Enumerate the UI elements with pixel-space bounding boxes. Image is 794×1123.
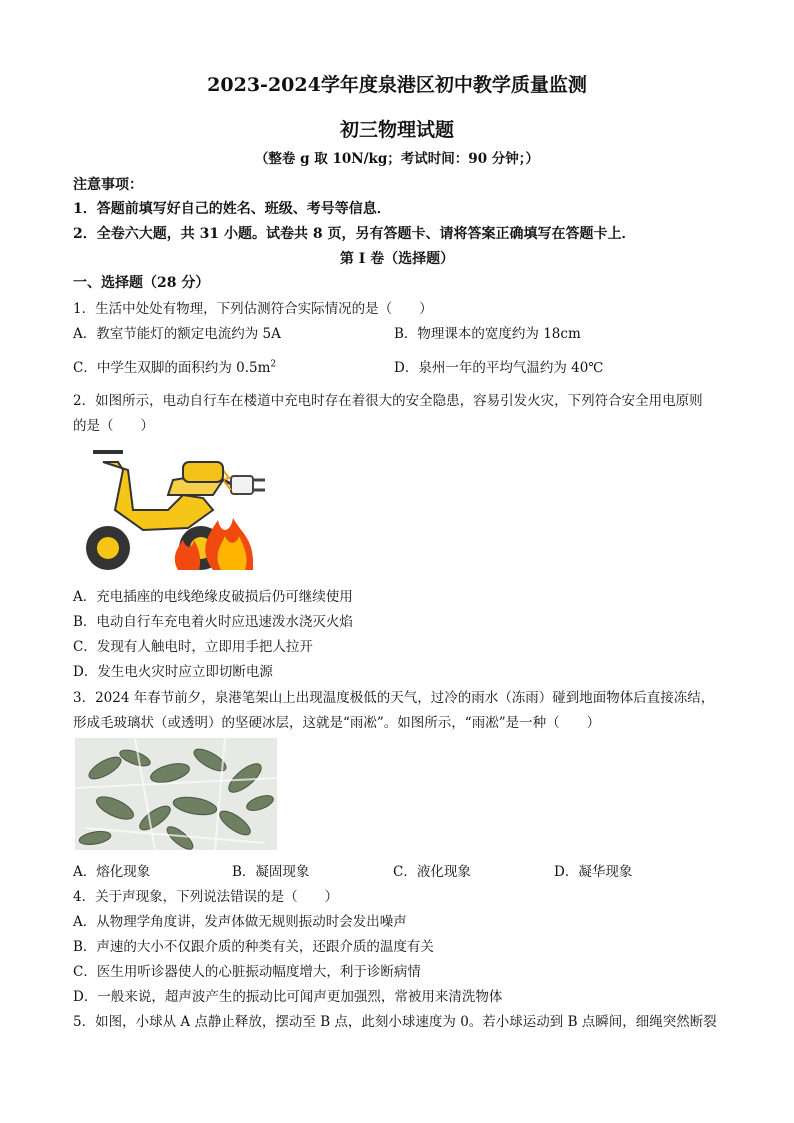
scooter-fire-figure <box>73 440 273 578</box>
q1-option-a: A．教室节能灯的额定电流约为 5A <box>73 326 281 342</box>
volume-heading: 第 I 卷（选择题） <box>339 251 455 267</box>
question-2-stem: 2．如图所示，电动自行车在楼道中充电时存在着很大的安全隐患，容易引发火灾，下列符合安全用电原则 <box>73 393 703 409</box>
note-item: 1．答题前填写好自己的姓名、班级、考号等信息． <box>73 201 391 217</box>
q2-option-c: C．发现有人触电时，立即用手把人拉开 <box>73 639 313 655</box>
q1-option-c: C．中学生双脚的面积约为 $0.5m^2$ <box>73 359 277 376</box>
frozen-leaves-illustration <box>75 738 277 850</box>
q4-option-d: D．一般来说，超声波产生的振动比可闻声更加强烈，常被用来清洗物体 <box>73 989 503 1005</box>
q4-option-a: A．从物理学角度讲，发声体做无规则振动时会发出噪声 <box>73 914 407 930</box>
q3-option-b: B．凝固现象 <box>232 864 310 880</box>
q4-option-b: B．声速的大小不仅跟介质的种类有关，还跟介质的温度有关 <box>73 939 434 955</box>
question-2-stem-cont: 的是（ ） <box>73 418 154 434</box>
exam-subtitle: 初三物理试题 <box>339 119 454 141</box>
section-heading: 一、选择题（28 分） <box>73 275 210 291</box>
q2-option-b: B．电动自行车充电着火时应迅速泼水浇灭火焰 <box>73 614 353 630</box>
q3-option-c: C．液化现象 <box>393 864 471 880</box>
q2-option-a: A．充电插座的电线绝缘皮破损后仍可继续使用 <box>73 589 353 605</box>
q4-option-c: C．医生用听诊器使人的心脏振动幅度增大，利于诊断病情 <box>73 964 421 980</box>
q3-option-a: A．熔化现象 <box>73 864 151 880</box>
question-4-stem: 4．关于声现象，下列说法错误的是（ ） <box>73 889 339 905</box>
question-3-stem: 3．2024 年春节前夕，泉港笔架山上出现温度极低的天气，过冷的雨水（冻雨）碰到地面物体后直接冻结， <box>73 690 715 706</box>
question-5-stem: 5．如图，小球从 A 点静止释放，摆动至 B 点，此刻小球速度为 0。若小球运动到 B 点瞬间，细绳突然断裂 <box>73 1014 717 1030</box>
frozen-leaves-photo <box>75 738 277 850</box>
notes-heading: 注意事项： <box>73 177 143 193</box>
q1-option-b: B．物理课本的宽度约为 18cm <box>394 326 581 342</box>
q2-option-d: D．发生电火灾时应立即切断电源 <box>73 664 273 680</box>
scooter-fire-illustration <box>73 440 273 578</box>
q3-option-d: D．凝华现象 <box>554 864 633 880</box>
question-3-stem-cont: 形成毛玻璃状（或透明）的坚硬冰层，这就是“雨凇”。如图所示，“雨凇”是一种（ ） <box>73 715 601 731</box>
question-1-stem: 1．生活中处处有物理，下列估测符合实际情况的是（ ） <box>73 301 433 317</box>
exam-title: 2023-2024学年度泉港区初中教学质量监测 <box>207 74 587 96</box>
note-item: 2．全卷六大题，共 31 小题。试卷共 8 页，另有答题卡、请将答案正确填写在答题卡上． <box>73 226 636 242</box>
exam-info: （整卷 g 取 10N/kg；考试时间：90 分钟；） <box>254 151 540 167</box>
q1-option-d: D．泉州一年的平均气温约为 40℃ <box>394 360 604 376</box>
